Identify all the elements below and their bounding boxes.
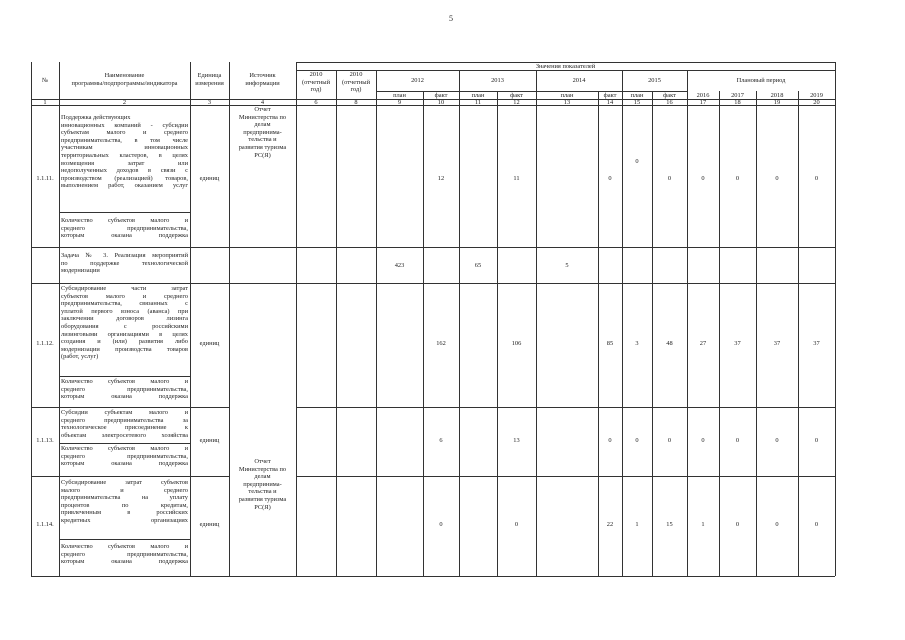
cell-value: 0 <box>735 175 740 182</box>
column-number: 6 <box>314 99 318 106</box>
row-title: создания и (или) развития либо <box>61 338 188 346</box>
table-rule <box>59 376 190 377</box>
table-rule <box>798 91 799 576</box>
column-header-unit: измерения <box>195 79 224 87</box>
row-title: оборудования с российскими <box>61 323 188 330</box>
row-subtitle: Количество субъектов малого и <box>61 217 188 224</box>
cell-value: 37 <box>813 340 820 347</box>
table-rule <box>652 91 653 576</box>
row-subtitle: среднего предпринимательства, <box>61 550 188 558</box>
page-number: 5 <box>449 14 453 23</box>
column-number: 12 <box>513 99 520 106</box>
table-rule <box>296 62 297 576</box>
source-text: Отчет <box>254 458 271 465</box>
row-title: недополученных доходов в связи с <box>61 167 188 175</box>
table-rule <box>59 212 190 213</box>
source-text: Министерства по <box>238 113 287 121</box>
plan-header: план <box>560 92 574 99</box>
source-text: развития туризма <box>238 144 287 151</box>
cell-value: 12 <box>437 175 445 182</box>
source-text: РС(Я) <box>254 151 271 159</box>
source-text: РС(Я) <box>254 503 271 511</box>
row-title: выполнением работ, оказанием услуг <box>61 182 188 190</box>
cell-value: 5 <box>565 262 569 269</box>
year-2013-header: 2013 <box>491 77 504 84</box>
table-rule <box>687 70 688 576</box>
table-rule <box>497 91 498 576</box>
cell-value: 48 <box>666 340 673 347</box>
table-rule <box>376 70 377 576</box>
unit-text: единиц <box>199 175 220 182</box>
row-title: Субсидирование части затрат <box>61 285 188 292</box>
column-number: 3 <box>207 99 212 106</box>
row-title: Субсидирование затрат субъектов <box>61 479 188 486</box>
year-2010-header: год) <box>350 86 362 94</box>
year-2014-header: 2014 <box>572 77 586 84</box>
cell-value: 22 <box>606 521 614 528</box>
cell-value: 1 <box>701 521 705 528</box>
source-text: предпринима- <box>243 128 282 136</box>
row-subtitle: которым оказана поддержка <box>61 460 188 468</box>
table-rule <box>598 91 599 576</box>
row-title: объектам электросетевого хозяйства <box>61 431 188 439</box>
row-subtitle: среднего предпринимательства, <box>61 452 188 460</box>
values-title: Значения показателей <box>535 63 596 70</box>
table-rule <box>31 62 32 576</box>
cell-value: 27 <box>699 340 707 347</box>
row-title: лизинговыми организациями в целях <box>61 330 188 338</box>
row-subtitle: Количество субъектов малого и <box>61 543 188 550</box>
column-number: 9 <box>397 99 402 106</box>
cell-value: 0 <box>775 175 779 182</box>
row-title: производством (реализацией) товаров, <box>61 174 188 182</box>
table-rule <box>423 91 424 576</box>
source-text: предпринима- <box>243 480 282 488</box>
row-title: (работ, услуг) <box>61 353 99 361</box>
row-number: 1.1.14. <box>36 521 54 528</box>
column-header-unit: Единица <box>197 72 222 79</box>
column-header-name: Наименование <box>104 72 145 79</box>
table-rule <box>31 407 229 408</box>
row-title: малого и среднего <box>61 486 188 494</box>
cell-value: 0 <box>514 521 519 528</box>
column-number: 17 <box>699 99 707 106</box>
year-2010-header: (отчетный <box>301 78 330 86</box>
source-text: развития туризма <box>238 496 287 503</box>
year-2010-header: 2010 <box>349 71 363 78</box>
column-number: 2 <box>122 99 127 106</box>
year-2010-header: 2010 <box>309 71 323 78</box>
source-text: Отчет <box>254 106 271 113</box>
row-title: участникам инновационных <box>61 144 188 152</box>
column-number: 18 <box>734 99 741 106</box>
cell-value: 85 <box>606 340 614 347</box>
row-subtitle: которым оказана поддержка <box>61 558 188 566</box>
row-title: инновационных компаний - субсидии <box>61 121 188 129</box>
table-rule <box>59 539 190 540</box>
fact-header: факт <box>663 92 676 99</box>
row-subtitle: среднего предпринимательства, <box>61 385 188 393</box>
source-text: делам <box>254 121 271 129</box>
column-header-source: информации <box>245 79 280 87</box>
cell-value: 0 <box>735 437 740 444</box>
row-subtitle: Количество субъектов малого и <box>61 378 188 385</box>
row-title: возмещения затрат или <box>61 159 188 167</box>
column-header-num: № <box>41 77 49 84</box>
cell-value: 37 <box>734 340 741 347</box>
table-rule <box>835 62 836 576</box>
table-rule <box>31 476 229 477</box>
source-text: тельства и <box>248 488 277 496</box>
source-text: Министерства по <box>238 465 287 473</box>
year-2015-header: 2015 <box>648 77 661 84</box>
cell-value: 11 <box>513 175 520 182</box>
row-number: 1.1.13. <box>36 437 54 444</box>
row-title: технологическое присоединение к <box>61 424 188 432</box>
row-title: модернизации производства товаров <box>61 345 188 353</box>
column-number: 14 <box>606 99 614 106</box>
row-subtitle: среднего предпринимательства, <box>61 224 188 232</box>
cell-value: 13 <box>513 437 520 444</box>
cell-value: 0 <box>735 521 740 528</box>
planned-period-header: Плановый период <box>736 77 786 84</box>
table-rule <box>59 62 60 576</box>
cell-value: 0 <box>701 175 705 182</box>
row-title: предпринимательства, связанных с <box>61 300 188 308</box>
row-title: Поддержка действующих <box>61 114 131 121</box>
column-header-source: Источник <box>249 72 276 79</box>
unit-text: единиц <box>199 521 220 528</box>
cell-value: 0 <box>701 437 705 444</box>
table-rule <box>190 62 191 576</box>
column-number: 10 <box>437 99 445 106</box>
fact-header: факт <box>603 92 617 99</box>
cell-value: 0 <box>775 437 779 444</box>
cell-value: 15 <box>666 521 673 528</box>
year-2012-header: 2012 <box>411 77 424 84</box>
column-number: 1 <box>43 99 47 106</box>
row-subtitle: которым оказана поддержка <box>61 232 188 240</box>
row-title: предпринимательства на уплату <box>61 494 188 502</box>
row-title: уплатой первого взноса (аванса) при <box>61 307 188 315</box>
source-text: тельства и <box>248 136 277 144</box>
row-number: 1.1.12. <box>36 340 54 347</box>
plan-header: план <box>630 92 644 99</box>
plan-header: план <box>393 92 406 99</box>
row-title: заключении договоров лизинга <box>61 315 188 323</box>
cell-value: 0 <box>775 521 779 528</box>
cell-value: 0 <box>814 437 819 444</box>
cell-value: 65 <box>474 262 482 269</box>
table-rule <box>622 70 623 576</box>
fact-header: факт <box>510 92 523 99</box>
table-rule <box>31 576 835 577</box>
column-number: 4 <box>260 99 265 106</box>
task-title: по поддержке технологической <box>61 259 188 267</box>
year-2016-header: 2016 <box>696 92 710 99</box>
column-number: 8 <box>354 99 358 106</box>
cell-value: 0 <box>635 158 639 165</box>
row-title: среднего предпринимательства за <box>61 416 188 424</box>
row-subtitle: Количество субъектов малого и <box>61 445 188 452</box>
row-title: предпринимательства, в том числе <box>61 136 188 144</box>
row-title: привлеченным в российских <box>61 509 188 517</box>
cell-value: 0 <box>635 437 639 444</box>
table-rule <box>459 70 460 576</box>
column-number: 11 <box>474 99 482 106</box>
table-rule <box>59 443 190 444</box>
year-2019-header: 2019 <box>810 92 823 99</box>
cell-value: 37 <box>773 340 781 347</box>
row-title: территориальных кластеров, в целях <box>61 152 188 159</box>
row-title: процентов по кредитам, <box>61 501 188 509</box>
year-2017-header: 2017 <box>731 92 744 99</box>
cell-value: 423 <box>394 262 405 269</box>
cell-value: 0 <box>814 175 819 182</box>
table-rule <box>756 91 757 576</box>
cell-value: 0 <box>667 437 672 444</box>
source-text: делам <box>254 473 271 481</box>
row-title: Субсидии субъектам малого и <box>61 409 188 416</box>
cell-value: 0 <box>608 175 612 182</box>
table-rule <box>536 70 537 576</box>
row-title: кредитных организациях <box>61 517 188 524</box>
year-2010-header: (отчетный <box>341 78 370 86</box>
table-rule <box>31 247 835 248</box>
fact-header: факт <box>434 92 448 99</box>
column-number: 19 <box>773 99 781 106</box>
column-header-name: программы/подпрограммы/индикатора <box>71 79 178 87</box>
cell-value: 0 <box>608 437 612 444</box>
column-number: 20 <box>813 99 820 106</box>
task-title: модернизации <box>61 267 100 275</box>
unit-text: единиц <box>199 437 220 444</box>
table-rule <box>31 283 835 284</box>
cell-value: 6 <box>439 437 443 444</box>
cell-value: 3 <box>635 340 639 347</box>
row-title: субъектов малого и среднего <box>61 292 188 300</box>
column-number: 16 <box>666 99 673 106</box>
year-2018-header: 2018 <box>770 92 784 99</box>
column-number: 13 <box>563 99 571 106</box>
table-rule <box>719 91 720 576</box>
row-number: 1.1.11. <box>36 175 54 182</box>
task-title: Задача № 3. Реализация мероприятий <box>61 252 188 259</box>
cell-value: 106 <box>511 340 522 347</box>
row-title: субъектам малого и среднего <box>61 129 188 137</box>
table-rule <box>336 70 337 576</box>
unit-text: единиц <box>199 340 220 347</box>
cell-value: 162 <box>436 340 446 347</box>
plan-header: план <box>471 92 485 99</box>
column-number: 15 <box>633 99 641 106</box>
row-subtitle: которым оказана поддержка <box>61 393 188 401</box>
cell-value: 0 <box>667 175 672 182</box>
cell-value: 1 <box>635 521 639 528</box>
cell-value: 0 <box>814 521 819 528</box>
year-2010-header: год) <box>310 86 322 94</box>
cell-value: 0 <box>439 521 443 528</box>
